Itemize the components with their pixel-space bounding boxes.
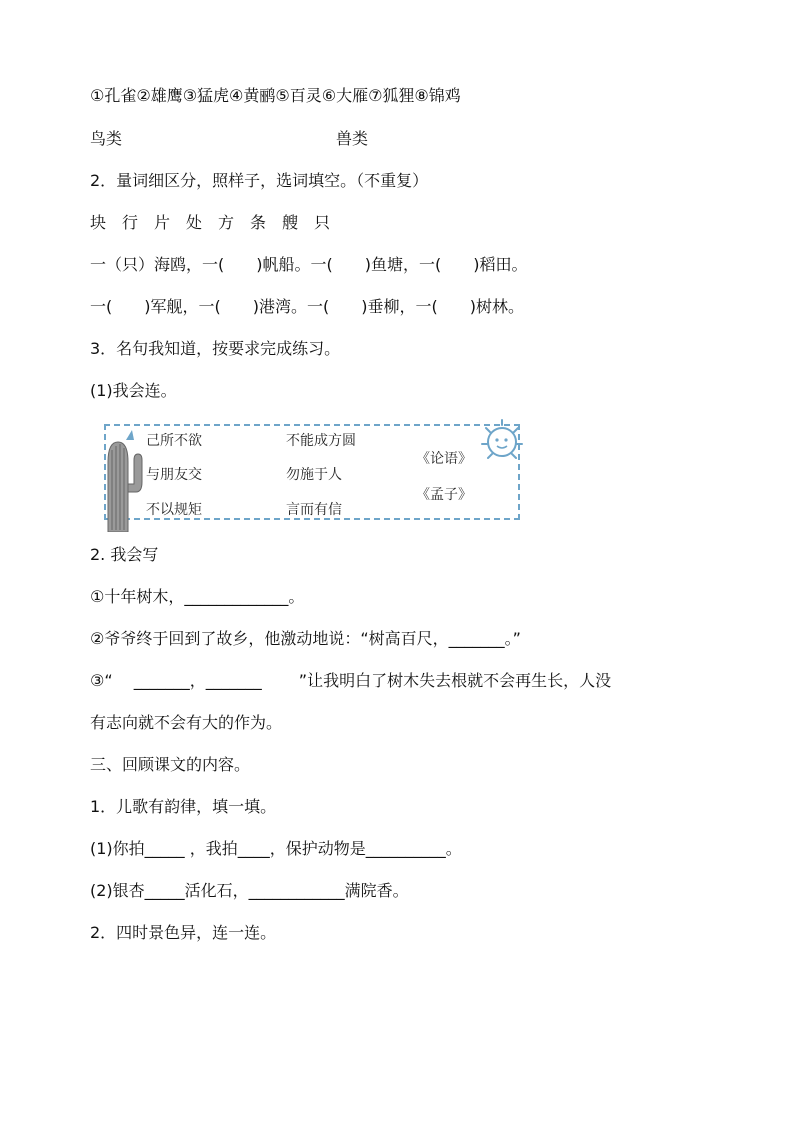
match-middle-1: 不能成方圆 [286,433,356,449]
section-3-question-1b: (2)银杏_____活化石，____________满院香。 [90,881,409,900]
section-3-title: 三、回顾课文的内容。 [90,755,251,774]
section-3-question-1a: (1)你拍_____ ，我拍____，保护动物是__________。 [90,839,462,858]
section-3-question-2: 2．四时景色异，连一连。 [90,923,277,942]
measure-word-bank: 块 行 片 处 方 条 艘 只 [90,213,331,232]
question-3-title: 3．名句我知道，按要求完成练习。 [90,339,341,358]
beasts-label: 兽类 [336,129,369,148]
match-middle-3: 言而有信 [286,502,342,518]
question-2-title: 2．量词细区分，照样子，选词填空。（不重复） [90,171,429,190]
match-right-2: 《孟子》 [416,487,472,503]
sun-face-icon [476,414,532,470]
match-right-1: 《论语》 [416,451,472,467]
match-middle-2: 勿施于人 [286,467,342,483]
measure-row-1: 一（只）海鸥，一( )帆船。一( )鱼塘，一( )稻田。 [90,255,528,274]
write-item-3-continued: 有志向就不会有大的作为。 [90,713,283,732]
measure-row-2: 一( )军舰，一( )港湾。一( )垂柳，一( )树林。 [90,297,524,316]
match-left-2: 与朋友交 [146,467,202,483]
write-item-2: ②爷爷终于回到了故乡，他激动地说：“树高百尺，_______。” [90,629,521,648]
birds-label: 鸟类 [90,129,123,148]
animal-list: ①孔雀②雄鹰③猛虎④黄鹂⑤百灵⑥大雁⑦狐狸⑧锦鸡 [90,86,461,105]
match-left-1: 己所不欲 [146,433,202,449]
write-item-1: ①十年树木，_____________。 [90,587,305,606]
matching-box [98,414,526,528]
question-3-sub-1: (1)我会连。 [90,381,177,400]
question-3-sub-2: 2. 我会写 [90,545,159,564]
match-left-3: 不以规矩 [146,502,202,518]
write-item-3: ③“ _______，_______ ”让我明白了树木失去根就不会再生长，人没 [90,671,612,690]
section-3-question-1: 1．儿歌有韵律，填一填。 [90,797,277,816]
cactus-icon [98,422,146,532]
